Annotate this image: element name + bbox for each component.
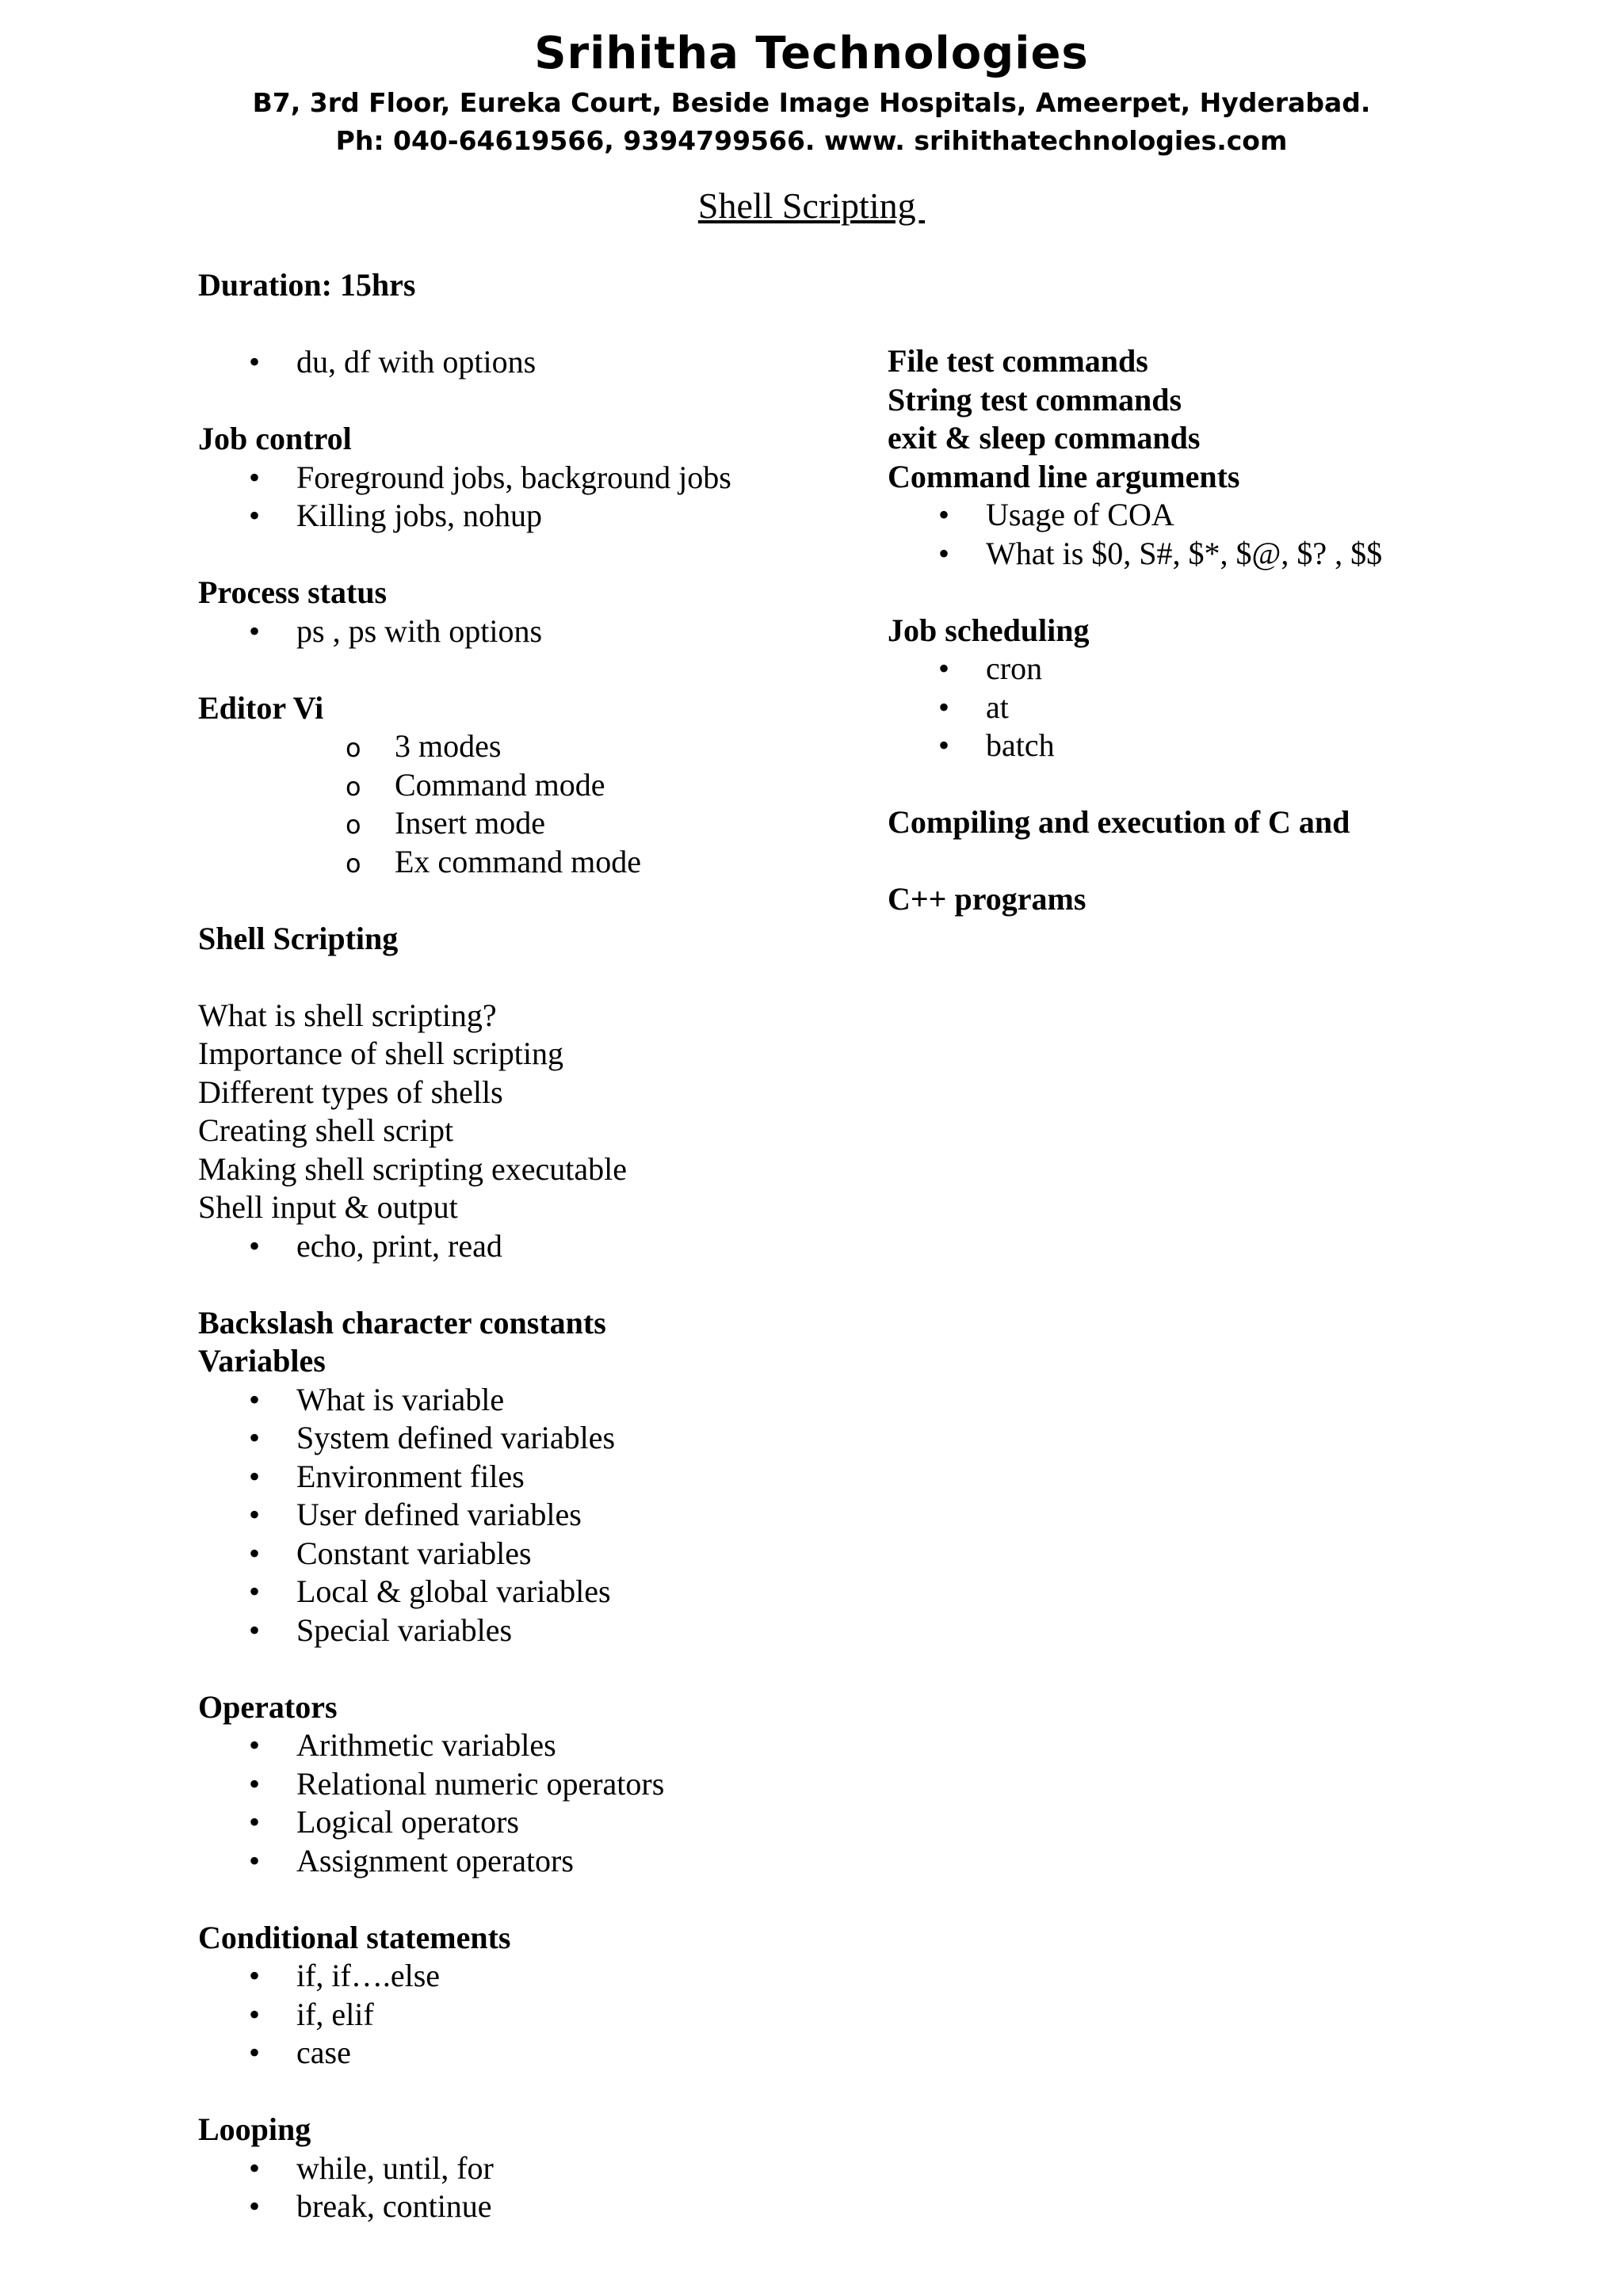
document-title: Shell Scripting [697, 185, 926, 226]
bullet-icon: • [249, 1611, 261, 1648]
bullet-icon: • [938, 497, 950, 532]
bullet-icon: • [249, 1497, 261, 1532]
section-heading-job-scheduling: Job scheduling [888, 612, 1090, 648]
bullet-icon: • [938, 650, 950, 686]
list-item: • if, if….else [198, 1957, 848, 1996]
right-column [888, 342, 1601, 919]
list-item: • batch [888, 727, 1601, 765]
bullet-icon: • [249, 1996, 261, 2032]
list-item: • du, df with options [198, 343, 848, 382]
section-heading-command-line-arguments: Command line arguments [888, 458, 1240, 494]
text-line: Creating shell script [198, 1112, 454, 1148]
list-item: o 3 modes [198, 727, 848, 766]
list-item: • Relational numeric operators [198, 1765, 848, 1804]
bullet-icon: • [249, 1958, 261, 1993]
section-heading-conditional: Conditional statements [198, 1919, 511, 1955]
text-line: Shell input & output [198, 1189, 458, 1225]
bullet-icon: • [249, 1842, 261, 1878]
circle-bullet-icon: o [346, 771, 361, 802]
list-item: • Arithmetic variables [198, 1726, 848, 1765]
bullet-icon: • [249, 1727, 261, 1763]
text-line: What is shell scripting? [198, 997, 497, 1033]
section-heading-string-test: String test commands [888, 381, 1182, 418]
list-item: o Ex command mode [198, 843, 848, 882]
list-item: • echo, print, read [198, 1227, 848, 1266]
list-item: • Assignment operators [198, 1842, 848, 1881]
list-item: • User defined variables [198, 1496, 848, 1535]
bullet-icon: • [249, 498, 261, 533]
section-heading-backslash: Backslash character constants [198, 1304, 606, 1341]
list-item: • Logical operators [198, 1803, 848, 1842]
bullet-icon: • [249, 1420, 261, 1455]
section-heading-file-test: File test commands [888, 343, 1148, 379]
bullet-icon: • [249, 1535, 261, 1571]
circle-bullet-icon: o [346, 733, 361, 763]
letterhead [0, 24, 1623, 160]
section-heading-compiling: Compiling and execution of C and [888, 804, 1350, 840]
section-heading-operators: Operators [198, 1688, 338, 1725]
section-heading-shell-scripting: Shell Scripting [198, 920, 399, 956]
bullet-icon: • [249, 612, 261, 649]
bullet-icon: • [249, 459, 261, 495]
section-heading-editor-vi: Editor Vi [198, 689, 324, 726]
list-item: • Local & global variables [198, 1573, 848, 1611]
bullet-icon: • [249, 344, 261, 379]
text-line: Making shell scripting executable [198, 1150, 627, 1187]
company-address: B7, 3rd Floor, Eureka Court, Beside Image Hospitals, Ameerpet, Hyderabad. [252, 87, 1371, 118]
left-column [198, 266, 848, 2226]
bullet-icon: • [249, 1804, 261, 1840]
list-item: • cron [888, 650, 1601, 688]
text-line: Importance of shell scripting [198, 1035, 563, 1071]
list-item: o Command mode [198, 766, 848, 805]
bullet-icon: • [249, 1765, 261, 1802]
list-item: • What is variable [198, 1381, 848, 1420]
list-item: • Killing jobs, nohup [198, 497, 848, 536]
duration: Duration: 15hrs [198, 267, 416, 303]
company-name: Srihitha Technologies [534, 28, 1089, 79]
list-item: • while, until, for [198, 2149, 848, 2188]
list-item: • Special variables [198, 1611, 848, 1650]
list-item: • at [888, 688, 1601, 727]
section-heading-exit-sleep: exit & sleep commands [888, 420, 1201, 456]
circle-bullet-icon: o [346, 848, 361, 879]
bullet-icon: • [249, 1381, 261, 1417]
bullet-icon: • [938, 688, 950, 725]
list-item: • if, elif [198, 1996, 848, 2035]
list-item: • Usage of COA [888, 496, 1601, 535]
section-heading-process-status: Process status [198, 574, 388, 610]
list-item: • What is $0, S#, $*, $@, $? , $$ [888, 535, 1601, 574]
list-item: o Insert mode [198, 804, 848, 843]
bullet-icon: • [249, 2188, 261, 2224]
section-heading-cpp-programs: C++ programs [888, 881, 1086, 917]
bullet-icon: • [249, 2149, 261, 2186]
bullet-icon: • [938, 727, 950, 763]
company-contact: Ph: 040-64619566, 9394799566. www. srihithatechnologies.com [335, 125, 1288, 156]
section-heading-looping: Looping [198, 2111, 311, 2147]
bullet-icon: • [249, 2035, 261, 2070]
list-item: • Constant variables [198, 1535, 848, 1573]
list-item: • System defined variables [198, 1419, 848, 1458]
list-item: • ps , ps with options [198, 612, 848, 651]
circle-bullet-icon: o [346, 810, 361, 840]
text-line: Different types of shells [198, 1074, 503, 1110]
list-item: • Foreground jobs, background jobs [198, 459, 848, 498]
bullet-icon: • [249, 1458, 261, 1494]
bullet-icon: • [938, 535, 950, 571]
list-item: • case [198, 2034, 848, 2073]
bullet-icon: • [249, 1227, 261, 1264]
list-item: • Environment files [198, 1458, 848, 1497]
list-item: • break, continue [198, 2187, 848, 2226]
bullet-icon: • [249, 1573, 261, 1609]
section-heading-job-control: Job control [198, 421, 352, 456]
section-heading-variables: Variables [198, 1343, 326, 1379]
